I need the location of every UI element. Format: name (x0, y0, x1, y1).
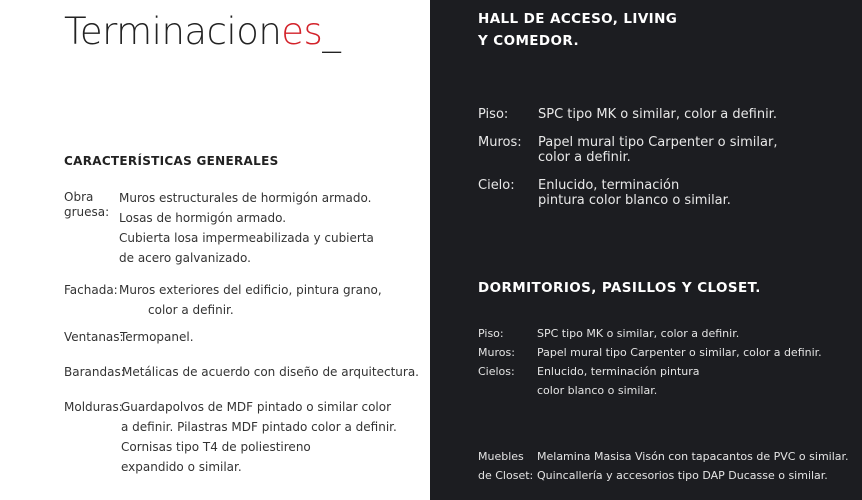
spec-value: Enlucido, terminación pintura color blanco o similar. (537, 365, 700, 397)
spec-value: Muros exteriores del edificio, pintura grano, color a definir. (119, 283, 382, 317)
spec-fachada (64, 280, 404, 320)
spec-value: SPC tipo MK o similar, color a definir. (538, 107, 777, 122)
spec-value: SPC tipo MK o similar, color a definir. (537, 327, 740, 340)
spec-value: Muros estructurales de hormigón armado. Losas de hormigón armado. Cubierta losa impermeabilizada y cubierta de acero galvanizado. (119, 191, 374, 265)
spec-label: Piso: (478, 107, 509, 122)
page-title (64, 12, 340, 53)
title-accent: es (281, 10, 323, 53)
spec-label: Piso: (478, 327, 504, 340)
general-features-heading: CARACTERÍSTICAS GENERALES (64, 154, 279, 168)
spec-label: Muros: (478, 135, 522, 150)
spec-label: Barandas: (64, 365, 125, 379)
spec-value: Termopanel. (120, 330, 194, 344)
spec-label: Muros: (478, 346, 515, 359)
title-text: Terminacion (64, 10, 282, 53)
spec-value: Guardapolvos de MDF pintado o similar color a definir. Pilastras MDF pintado color a definir. Cornisas tipo T4 de poliestireno expandido o similar. (121, 400, 397, 474)
spec-value: Metálicas de acuerdo con diseño de arquitectura. (122, 365, 419, 379)
hall-heading: HALL DE ACCESO, LIVING Y COMEDOR. (478, 11, 678, 49)
spec-label: Molduras: (64, 400, 123, 414)
dorm-piso (478, 324, 858, 343)
spec-label: Obra gruesa: (64, 190, 110, 219)
spec-label: Fachada: (64, 283, 118, 297)
spec-value: Enlucido, terminación pintura color blanco o similar. (538, 178, 731, 208)
right-panel (430, 0, 862, 500)
left-panel (0, 0, 430, 500)
spec-value: Papel mural tipo Carpenter o similar, color a definir. (537, 346, 822, 359)
spec-ventanas (64, 327, 404, 347)
dorm-muros (478, 343, 858, 362)
title-cursor: _ (322, 10, 341, 53)
spec-label: Muebles de Closet: (478, 450, 534, 482)
hall-muros (478, 136, 848, 166)
spec-barandas (64, 362, 419, 382)
hall-piso (478, 108, 848, 124)
spec-label: Ventanas: (64, 330, 124, 344)
spec-label: Cielos: (478, 365, 515, 378)
spec-label: Cielo: (478, 178, 515, 193)
spec-value: Melamina Masisa Visón con tapacantos de PVC o similar. Quincallería y accesorios tipo DAP Ducasse o similar. (537, 450, 849, 482)
dorm-muebles-closet (478, 447, 858, 487)
hall-cielo (478, 179, 848, 209)
spec-obra-gruesa (64, 188, 404, 268)
dorm-cielos (478, 362, 858, 402)
spec-molduras (64, 397, 404, 477)
dormitorios-heading: DORMITORIOS, PASILLOS Y CLOSET. (478, 280, 761, 296)
spec-value: Papel mural tipo Carpenter o similar, color a definir. (538, 135, 778, 165)
